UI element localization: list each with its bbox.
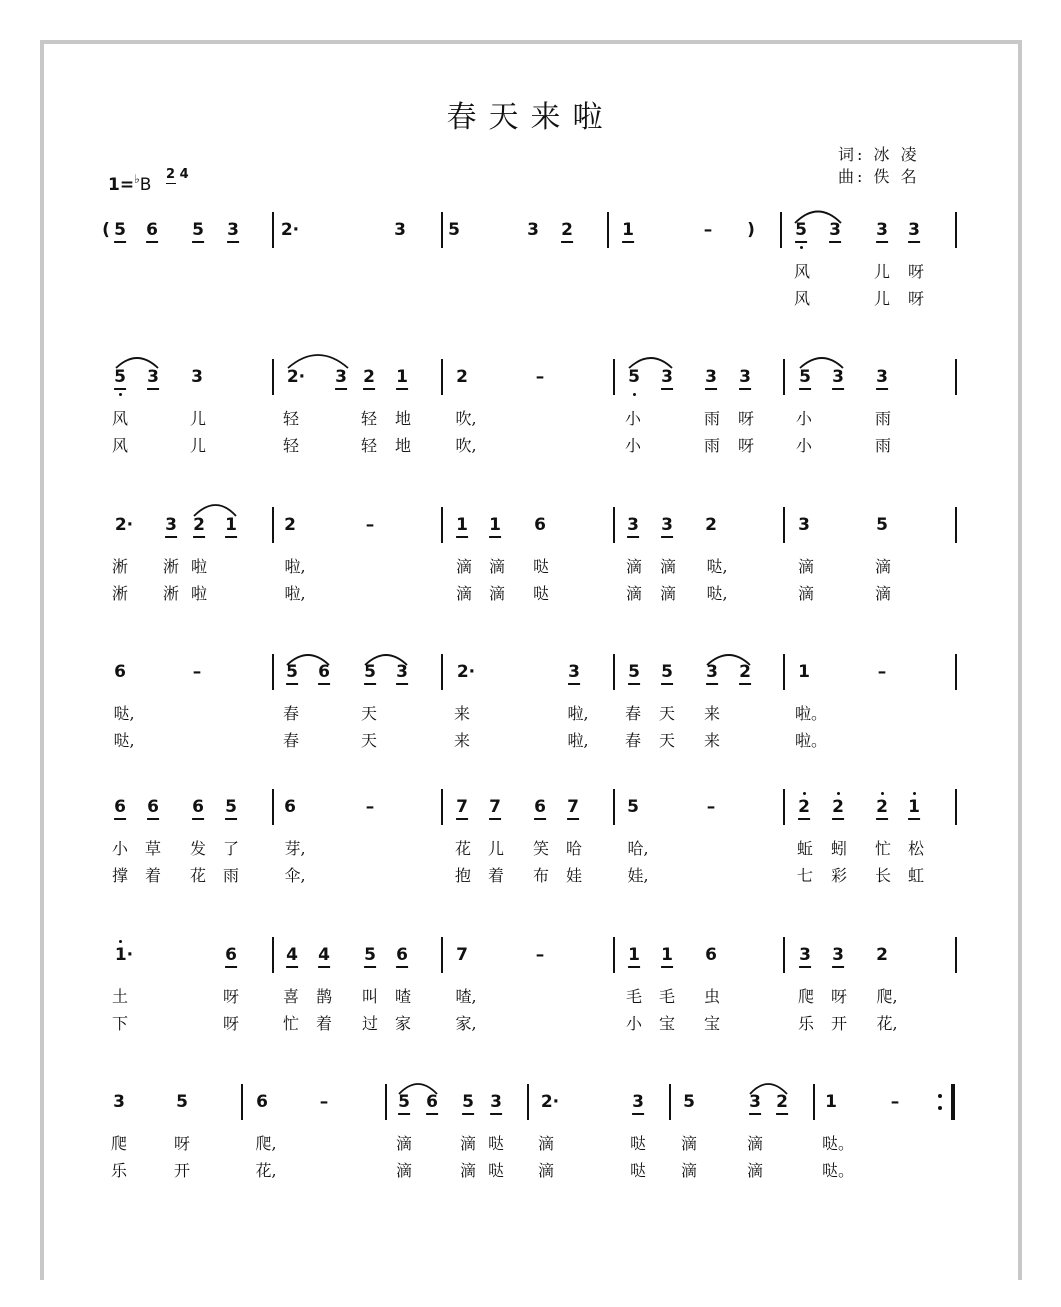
lyric-verse-2: 天 xyxy=(658,731,676,750)
lyric-verse-2: 天 xyxy=(360,731,378,750)
lyric-verse-1: 春 xyxy=(282,704,300,723)
lyric-verse-2: 小 xyxy=(795,436,813,455)
lyric-verse-2: 花, xyxy=(255,1161,277,1180)
lyric-verse-1: 小 xyxy=(795,409,813,428)
lyric-verse-1: 啦, xyxy=(284,557,306,576)
note: 2 xyxy=(193,515,205,538)
lyric-verse-1: 花 xyxy=(454,839,472,858)
note: 2 xyxy=(561,220,573,243)
note: 3 xyxy=(832,945,844,968)
lyric-verse-1: 风 xyxy=(793,262,811,281)
note: 3 xyxy=(568,662,580,685)
lyric-verse-2: 家, xyxy=(455,1014,477,1033)
note: – xyxy=(706,797,716,817)
lyric-verse-2: 小 xyxy=(625,1014,643,1033)
note: – xyxy=(365,515,375,535)
note: 1 xyxy=(798,662,810,682)
note: 3 xyxy=(165,515,177,538)
note: ( xyxy=(102,220,110,240)
note: – xyxy=(535,945,545,965)
note: 3 xyxy=(396,662,408,685)
lyric-verse-2: 哒 xyxy=(629,1161,647,1180)
lyric-verse-2: 彩 xyxy=(830,866,848,885)
note: 6 xyxy=(426,1092,438,1115)
note: 2 xyxy=(363,367,375,390)
lyric-verse-1: 滴 xyxy=(746,1134,764,1153)
lyric-verse-1: 来 xyxy=(453,704,471,723)
note: 5 xyxy=(225,797,237,820)
lyric-verse-1: 鹊 xyxy=(315,987,333,1006)
lyric-verse-1: 呀 xyxy=(173,1134,191,1153)
lyric-verse-1: 爬 xyxy=(110,1134,128,1153)
lyric-verse-2: 宝 xyxy=(658,1014,676,1033)
note: 2 xyxy=(876,797,888,820)
lyric-verse-1: 叫 xyxy=(361,987,379,1006)
note: 3 xyxy=(749,1092,761,1115)
note: – xyxy=(192,662,202,682)
lyric-verse-1: 滴 xyxy=(455,557,473,576)
note: 3 xyxy=(490,1092,502,1115)
note: 5 xyxy=(364,945,376,968)
note: 5 xyxy=(398,1092,410,1115)
note: 2 xyxy=(876,945,888,965)
lyric-verse-2: 着 xyxy=(487,866,505,885)
note: 5 xyxy=(192,220,204,243)
lyric-verse-1: 哒, xyxy=(113,704,135,723)
note: 5 xyxy=(627,797,639,817)
lyric-verse-2: 呀 xyxy=(907,289,925,308)
tie-arc xyxy=(365,655,407,665)
lyric-verse-2: 哒 xyxy=(532,584,550,603)
note: 3 xyxy=(705,367,717,390)
lyric-verse-1: 哒 xyxy=(629,1134,647,1153)
note: 3 xyxy=(394,220,406,240)
lyric-verse-2: 呀 xyxy=(222,1014,240,1033)
tie-arc xyxy=(288,355,348,368)
lyric-verse-1: 呀 xyxy=(830,987,848,1006)
note: 3 xyxy=(147,367,159,390)
note: 1 xyxy=(908,797,920,820)
lyric-verse-1: 喜 xyxy=(282,987,300,1006)
lyric-verse-2: 抱 xyxy=(454,866,472,885)
lyric-verse-2: 伞, xyxy=(284,866,306,885)
lyric-verse-2: 雨 xyxy=(703,436,721,455)
note: 6 xyxy=(705,945,717,965)
lyric-verse-1: 滴 xyxy=(625,557,643,576)
note: 5 xyxy=(364,662,376,685)
lyric-verse-1: 爬 xyxy=(797,987,815,1006)
note: 3 xyxy=(227,220,239,243)
lyric-verse-1: 喳, xyxy=(455,987,477,1006)
note: 1 xyxy=(396,367,408,390)
note: 3 xyxy=(739,367,751,390)
lyric-verse-2: 家 xyxy=(394,1014,412,1033)
lyric-verse-1: 蚯 xyxy=(796,839,814,858)
note: 3 xyxy=(113,1092,125,1112)
lyric-verse-2: 娃, xyxy=(627,866,649,885)
lyric-verse-1: 吹, xyxy=(455,409,477,428)
tie-arc xyxy=(800,358,843,368)
note: 5 xyxy=(661,662,673,685)
lyric-verse-1: 儿 xyxy=(189,409,207,428)
lyric-verse-1: 风 xyxy=(111,409,129,428)
note: 5 xyxy=(795,220,807,243)
lyric-verse-1: 淅 xyxy=(162,557,180,576)
lyric-verse-1: 小 xyxy=(624,409,642,428)
lyric-verse-1: 滴 xyxy=(537,1134,555,1153)
lyric-verse-2: 滴 xyxy=(537,1161,555,1180)
tie-arc xyxy=(194,505,236,516)
note: 6 xyxy=(256,1092,268,1112)
note: ) xyxy=(747,220,755,240)
note: 2 xyxy=(456,367,468,387)
note: 6 xyxy=(318,662,330,685)
lyric-verse-2: 来 xyxy=(703,731,721,750)
lyric-verse-1: 忙 xyxy=(874,839,892,858)
lyric-verse-2: 小 xyxy=(624,436,642,455)
note: 3 xyxy=(829,220,841,243)
lyric-verse-1: 芽, xyxy=(284,839,306,858)
note: 4 xyxy=(318,945,330,968)
note: 2 xyxy=(776,1092,788,1115)
note: 3 xyxy=(832,367,844,390)
lyric-verse-1: 笑 xyxy=(532,839,550,858)
lyric-verse-2: 过 xyxy=(361,1014,379,1033)
note: 1 xyxy=(456,515,468,538)
note: 7 xyxy=(456,797,468,820)
lyric-verse-2: 雨 xyxy=(874,436,892,455)
lyric-verse-1: 天 xyxy=(658,704,676,723)
key-note: B xyxy=(139,175,152,195)
lyric-verse-1: 毛 xyxy=(658,987,676,1006)
note: 3 xyxy=(706,662,718,685)
note: 6 xyxy=(534,797,546,820)
lyric-verse-1: 滴 xyxy=(395,1134,413,1153)
lyric-verse-1: 松 xyxy=(907,839,925,858)
lyric-verse-2: 哒。 xyxy=(821,1161,855,1180)
lyric-verse-2: 忙 xyxy=(282,1014,300,1033)
lyric-verse-2: 下 xyxy=(111,1014,129,1033)
meter-top: 2 xyxy=(166,167,176,182)
lyric-verse-1: 滴 xyxy=(488,557,506,576)
lyric-verse-1: 滴 xyxy=(797,557,815,576)
lyric-verse-1: 草 xyxy=(144,839,162,858)
lyric-verse-2: 长 xyxy=(874,866,892,885)
lyric-verse-1: 雨 xyxy=(874,409,892,428)
lyric-verse-2: 雨 xyxy=(222,866,240,885)
lyric-verse-2: 啦 xyxy=(190,584,208,603)
lyric-verse-2: 呀 xyxy=(737,436,755,455)
note: 3 xyxy=(876,220,888,243)
note: – xyxy=(535,367,545,387)
lyric-verse-1: 哒, xyxy=(706,557,728,576)
note: 3 xyxy=(661,515,673,538)
lyric-verse-1: 啦 xyxy=(190,557,208,576)
lyric-verse-1: 蚓 xyxy=(830,839,848,858)
note: 7 xyxy=(456,945,468,965)
lyric-verse-2: 撑 xyxy=(111,866,129,885)
note: 3 xyxy=(627,515,639,538)
lyric-verse-2: 春 xyxy=(624,731,642,750)
note: 5 xyxy=(628,662,640,685)
lyric-verse-1: 滴 xyxy=(459,1134,477,1153)
note: 6 xyxy=(534,515,546,535)
lyric-verse-1: 天 xyxy=(360,704,378,723)
lyric-verse-2: 着 xyxy=(315,1014,333,1033)
lyric-verse-1: 虫 xyxy=(703,987,721,1006)
lyric-verse-1: 爬, xyxy=(876,987,898,1006)
lyric-verse-2: 风 xyxy=(793,289,811,308)
composer-credit: 曲: 佚 名 xyxy=(838,167,920,186)
note: 2· xyxy=(540,1092,560,1112)
note: 5 xyxy=(114,220,126,243)
lyric-verse-1: 了 xyxy=(222,839,240,858)
lyric-verse-1: 轻 xyxy=(360,409,378,428)
lyric-verse-1: 春 xyxy=(624,704,642,723)
tie-arc xyxy=(287,655,329,665)
note: 3 xyxy=(799,945,811,968)
lyric-verse-2: 虹 xyxy=(907,866,925,885)
tie-arc xyxy=(750,1084,787,1094)
note: 6 xyxy=(146,220,158,243)
lyric-verse-2: 滴 xyxy=(488,584,506,603)
lyric-verse-2: 乐 xyxy=(797,1014,815,1033)
note: – xyxy=(319,1092,329,1112)
lyric-verse-2: 乐 xyxy=(110,1161,128,1180)
lyric-verse-1: 爬, xyxy=(255,1134,277,1153)
note: – xyxy=(365,797,375,817)
tie-arc xyxy=(795,212,841,224)
lyric-verse-2: 淅 xyxy=(111,584,129,603)
note: 1 xyxy=(825,1092,837,1112)
note: 6 xyxy=(147,797,159,820)
note: – xyxy=(877,662,887,682)
lyric-verse-1: 滴 xyxy=(659,557,677,576)
tie-arc xyxy=(629,358,672,368)
lyric-verse-1: 地 xyxy=(394,409,412,428)
note: 2 xyxy=(739,662,751,685)
lyric-verse-1: 呀 xyxy=(737,409,755,428)
lyric-verse-2: 开 xyxy=(830,1014,848,1033)
note: – xyxy=(703,220,713,240)
note: 5 xyxy=(286,662,298,685)
lyric-verse-2: 风 xyxy=(111,436,129,455)
note: 2 xyxy=(832,797,844,820)
note: 6 xyxy=(192,797,204,820)
note: 1· xyxy=(114,945,134,965)
lyric-verse-1: 哈 xyxy=(565,839,583,858)
lyric-verse-2: 滴 xyxy=(680,1161,698,1180)
note: 1 xyxy=(622,220,634,243)
note: 3 xyxy=(335,367,347,390)
note: 2· xyxy=(280,220,300,240)
lyric-verse-1: 小 xyxy=(111,839,129,858)
lyric-verse-2: 滴 xyxy=(797,584,815,603)
note: 7 xyxy=(567,797,579,820)
lyric-verse-1: 哒。 xyxy=(821,1134,855,1153)
lyric-verse-2: 开 xyxy=(173,1161,191,1180)
lyric-verse-1: 喳 xyxy=(394,987,412,1006)
tie-arc xyxy=(707,655,750,665)
lyric-verse-1: 呀 xyxy=(907,262,925,281)
lyric-verse-2: 儿 xyxy=(873,289,891,308)
note: 2 xyxy=(284,515,296,535)
note: 6 xyxy=(114,662,126,682)
lyric-verse-2: 花 xyxy=(189,866,207,885)
lyric-verse-2: 滴 xyxy=(659,584,677,603)
lyric-verse-2: 轻 xyxy=(282,436,300,455)
note: 5 xyxy=(176,1092,188,1112)
lyric-verse-1: 啦。 xyxy=(794,704,828,723)
lyric-verse-2: 着 xyxy=(144,866,162,885)
note: 2· xyxy=(456,662,476,682)
note: 1 xyxy=(661,945,673,968)
note: 3 xyxy=(191,367,203,387)
lyric-verse-2: 吹, xyxy=(455,436,477,455)
note: 5 xyxy=(628,367,640,387)
note: 3 xyxy=(908,220,920,243)
note: 2· xyxy=(286,367,306,387)
lyric-verse-2: 哒, xyxy=(706,584,728,603)
lyric-verse-2: 地 xyxy=(394,436,412,455)
note: 1 xyxy=(628,945,640,968)
note: 3 xyxy=(876,367,888,390)
note: 1 xyxy=(225,515,237,538)
lyric-verse-2: 儿 xyxy=(189,436,207,455)
lyric-verse-2: 轻 xyxy=(360,436,378,455)
lyric-verse-1: 毛 xyxy=(625,987,643,1006)
lyric-verse-2: 啦, xyxy=(567,731,589,750)
lyric-verse-2: 滴 xyxy=(455,584,473,603)
lyric-verse-2: 来 xyxy=(453,731,471,750)
note: 5 xyxy=(799,367,811,390)
note: 2· xyxy=(114,515,134,535)
lyric-verse-1: 土 xyxy=(111,987,129,1006)
lyric-verse-2: 滴 xyxy=(395,1161,413,1180)
lyric-verse-1: 轻 xyxy=(282,409,300,428)
note: 3 xyxy=(798,515,810,535)
lyric-verse-2: 啦, xyxy=(284,584,306,603)
lyric-verse-1: 啦, xyxy=(567,704,589,723)
note: 5 xyxy=(448,220,460,240)
note: 6 xyxy=(225,945,237,968)
key-prefix: 1= xyxy=(108,175,135,195)
lyric-verse-2: 七 xyxy=(796,866,814,885)
lyric-verse-1: 淅 xyxy=(111,557,129,576)
lyricist-credit: 词: 冰 凌 xyxy=(838,145,920,164)
lyric-verse-1: 哈, xyxy=(627,839,649,858)
lyric-verse-2: 滴 xyxy=(625,584,643,603)
lyric-verse-2: 花, xyxy=(876,1014,898,1033)
lyric-verse-2: 哒 xyxy=(487,1161,505,1180)
note: 3 xyxy=(661,367,673,390)
lyric-verse-2: 春 xyxy=(282,731,300,750)
note: – xyxy=(890,1092,900,1112)
lyric-verse-1: 呀 xyxy=(222,987,240,1006)
note: 5 xyxy=(114,367,126,390)
tie-arc xyxy=(399,1084,437,1094)
lyric-verse-1: 雨 xyxy=(703,409,721,428)
lyric-verse-1: 儿 xyxy=(487,839,505,858)
lyric-verse-2: 滴 xyxy=(874,584,892,603)
lyric-verse-2: 啦。 xyxy=(794,731,828,750)
note: 3 xyxy=(632,1092,644,1115)
note: 5 xyxy=(683,1092,695,1112)
note: 2 xyxy=(705,515,717,535)
lyric-verse-2: 滴 xyxy=(746,1161,764,1180)
lyric-verse-2: 滴 xyxy=(459,1161,477,1180)
lyric-verse-1: 哒 xyxy=(487,1134,505,1153)
lyric-verse-1: 滴 xyxy=(680,1134,698,1153)
lyric-verse-1: 哒 xyxy=(532,557,550,576)
flat-sign: ♭ xyxy=(134,172,140,186)
tie-arc xyxy=(116,358,158,368)
lyric-verse-1: 儿 xyxy=(873,262,891,281)
note: 2 xyxy=(798,797,810,820)
note: 6 xyxy=(396,945,408,968)
lyric-verse-2: 淅 xyxy=(162,584,180,603)
note: 6 xyxy=(284,797,296,817)
lyric-verse-1: 滴 xyxy=(874,557,892,576)
note: 3 xyxy=(527,220,539,240)
lyric-verse-2: 哒, xyxy=(113,731,135,750)
note: 5 xyxy=(462,1092,474,1115)
note: 1 xyxy=(489,515,501,538)
lyric-verse-1: 来 xyxy=(703,704,721,723)
note: 6 xyxy=(114,797,126,820)
lyric-verse-2: 娃 xyxy=(565,866,583,885)
note: 4 xyxy=(286,945,298,968)
note: 5 xyxy=(876,515,888,535)
lyric-verse-2: 布 xyxy=(532,866,550,885)
note: 7 xyxy=(489,797,501,820)
song-title: 春天来啦 xyxy=(446,100,615,135)
lyric-verse-1: 发 xyxy=(189,839,207,858)
meter-bottom: 4 xyxy=(179,167,189,182)
lyric-verse-2: 宝 xyxy=(703,1014,721,1033)
